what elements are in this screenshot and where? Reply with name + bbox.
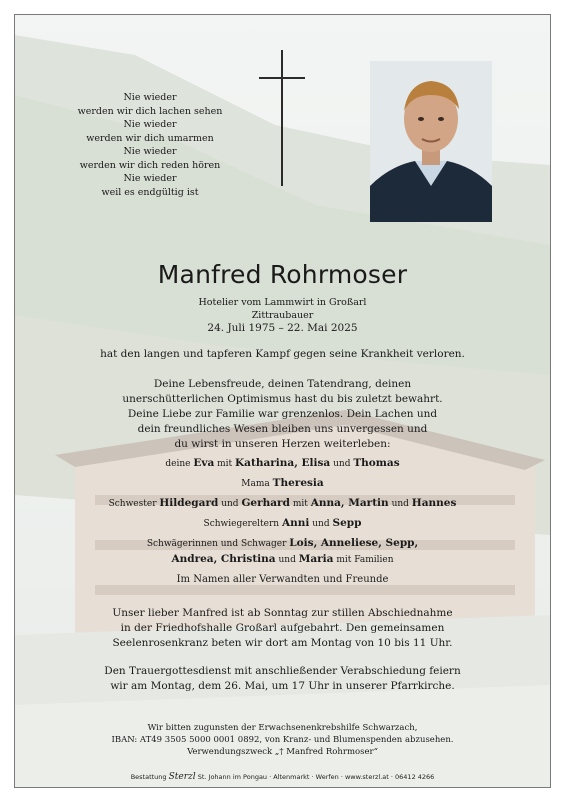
service-line: wir am Montag, dem 26. Mai, um 17 Uhr in unserer Pfarrkirche. (110, 680, 455, 692)
deceased-details (15, 296, 550, 335)
poem-line: weil es endgültig ist (101, 186, 199, 198)
family-text: Schwiegereltern (203, 519, 280, 529)
viewing-line: Seelenrosenkranz beten wir dort am Montag von 10 bis 11 Uhr. (112, 637, 453, 649)
family-member: Maria (298, 553, 334, 565)
family-text: Schwägerinnen und Schwager (146, 539, 287, 549)
tribute-line: du wirst in unseren Herzen weiterleben: (174, 438, 391, 450)
family-member: Andrea, Christina (171, 553, 276, 565)
poem-line: werden wir dich lachen sehen (77, 105, 223, 117)
portrait-photo (370, 61, 492, 222)
family-member: Thomas (353, 457, 400, 469)
family-list (15, 454, 550, 589)
family-member: Anni (281, 517, 310, 529)
family-text: und (278, 555, 296, 565)
family-line (15, 514, 550, 534)
donation-line: Verwendungszweck „† Manfred Rohrmoser“ (187, 747, 378, 757)
tribute-line: unerschütterlichen Optimismus hast du bis zuletzt bewahrt. (122, 393, 443, 405)
funeral-home-prefix: Bestattung (130, 773, 167, 781)
tribute-line: Deine Lebensfreude, deinen Tatendrang, deinen (153, 378, 412, 390)
family-line (15, 494, 550, 514)
family-text: mit (292, 499, 308, 509)
donation-line: IBAN: AT49 3505 5000 0001 0892, von Kranz- und Blumenspenden abzusehen. (111, 735, 454, 745)
poem-line: werden wir dich umarmen (86, 132, 214, 144)
family-text: deine (165, 459, 191, 469)
poem-line: werden wir dich reden hören (79, 159, 221, 171)
donation-notice (15, 722, 550, 758)
occupation: Hotelier vom Lammwirt in Großarl (198, 297, 367, 308)
family-text: und (221, 499, 239, 509)
family-text: und (312, 519, 330, 529)
viewing-line: Unser lieber Manfred ist ab Sonntag zur stillen Abschiednahme (112, 607, 453, 619)
life-dates: 24. Juli 1975 – 22. Mai 2025 (207, 322, 358, 334)
family-text: Mama (241, 479, 270, 489)
family-line (15, 454, 550, 474)
family-member: Hildegard (159, 497, 219, 509)
obituary-card (14, 14, 551, 788)
tribute-line: Deine Liebe zur Familie war grenzenlos. Dein Lachen und (127, 408, 438, 420)
poem-line: Nie wieder (123, 173, 177, 184)
farm-name: Zittraubauer (251, 310, 314, 321)
funeral-home-line (15, 772, 550, 782)
family-member: Eva (193, 457, 215, 469)
family-line (15, 550, 550, 570)
family-text: und (333, 459, 351, 469)
family-text: mit Familien (336, 555, 394, 565)
funeral-home-logo: Sterzl (168, 772, 196, 782)
family-member: Katharina, Elisa (235, 457, 331, 469)
donation-line: Wir bitten zugunsten der Erwachsenenkrebshilfe Schwarzach, (147, 723, 418, 733)
service-line: Den Trauergottesdienst mit anschließender Verabschiedung feiern (104, 665, 461, 677)
statement: hat den langen und tapferen Kampf gegen seine Krankheit verloren. (100, 348, 465, 360)
family-line (15, 474, 550, 494)
family-member: Hannes (411, 497, 457, 509)
family-member: Anna, Martin (310, 497, 389, 509)
family-text: Schwester (108, 499, 157, 509)
deceased-name: Manfred Rohrmoser (157, 260, 408, 289)
viewing-notice (15, 606, 550, 651)
family-member: Lois, Anneliese, Sepp, (289, 537, 419, 549)
tribute-line: dein freundliches Wesen bleiben uns unvergessen und (137, 423, 428, 435)
funeral-home-contact: St. Johann im Pongau · Altenmarkt · Werfen · www.sterzl.at · 06412 4266 (197, 773, 435, 781)
family-member: Gerhard (241, 497, 290, 509)
poem-line: Nie wieder (123, 146, 177, 157)
family-member: Sepp (332, 517, 362, 529)
cross-symbol-bar (259, 77, 305, 79)
family-member: Theresia (272, 477, 324, 489)
poem (55, 91, 245, 199)
family-text: und (391, 499, 409, 509)
cross-symbol (281, 50, 283, 186)
service-notice (15, 664, 550, 694)
family-line: Im Namen aller Verwandten und Freunde (176, 574, 389, 585)
poem-line: Nie wieder (123, 92, 177, 103)
family-text: mit (217, 459, 233, 469)
viewing-line: in der Friedhofshalle Großarl aufgebahrt. Den gemeinsamen (120, 622, 445, 634)
poem-line: Nie wieder (123, 119, 177, 130)
tribute (15, 377, 550, 452)
